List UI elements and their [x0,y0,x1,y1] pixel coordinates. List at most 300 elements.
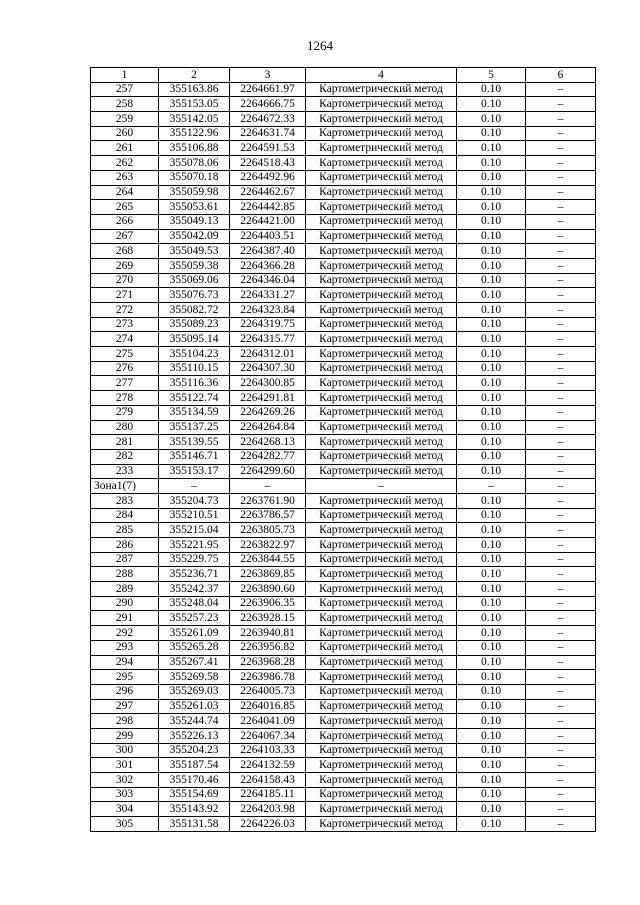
x-coordinate-cell: 355153.05 [159,97,230,112]
y-coordinate-cell: 2264203.98 [230,802,306,817]
table-row [91,288,596,303]
accuracy-cell: 0.10 [457,655,526,670]
x-coordinate-cell: 355154.69 [159,787,230,802]
header-row [91,68,596,83]
point-number-cell: 290 [91,596,159,611]
x-coordinate-cell: 355070.18 [159,170,230,185]
accuracy-cell: 0.10 [457,508,526,523]
x-coordinate-cell: 355122.96 [159,126,230,141]
point-number-cell: 257 [91,82,159,97]
method-cell: Картометрический метод [306,141,457,156]
accuracy-cell: 0.10 [457,112,526,127]
x-coordinate-cell: 355221.95 [159,538,230,553]
y-coordinate-cell: 2264226.03 [230,817,306,832]
method-cell: Картометрический метод [306,567,457,582]
page-number: 1264 [307,38,333,53]
point-number-cell: 269 [91,258,159,273]
table-row [91,435,596,450]
note-cell: – [526,126,596,141]
method-cell: Картометрический метод [306,273,457,288]
method-cell: Картометрический метод [306,200,457,215]
x-coordinate-cell: 355204.73 [159,493,230,508]
note-cell: – [526,376,596,391]
y-coordinate-cell: 2264264.84 [230,420,306,435]
note-cell: – [526,420,596,435]
y-coordinate-cell: 2264346.04 [230,273,306,288]
x-coordinate-cell: 355059.98 [159,185,230,200]
table-row [91,743,596,758]
x-coordinate-cell: 355089.23 [159,317,230,332]
note-cell: – [526,538,596,553]
y-coordinate-cell: 2264300.85 [230,376,306,391]
x-coordinate-cell: 355110.15 [159,361,230,376]
accuracy-cell: 0.10 [457,596,526,611]
table-row [91,523,596,538]
accuracy-cell: 0.10 [457,391,526,406]
point-number-cell: 263 [91,170,159,185]
method-cell: Картометрический метод [306,626,457,641]
y-coordinate-cell: 2264442.85 [230,200,306,215]
table-row [91,479,596,494]
note-cell: – [526,244,596,259]
method-cell: Картометрический метод [306,787,457,802]
coordinates-table [90,67,596,832]
note-cell: – [526,640,596,655]
note-cell: – [526,655,596,670]
y-coordinate-cell: 2264661.97 [230,82,306,97]
y-coordinate-cell: 2263822.97 [230,538,306,553]
note-cell: – [526,684,596,699]
accuracy-cell: 0.10 [457,464,526,479]
table-row [91,185,596,200]
x-coordinate-cell: 355163.86 [159,82,230,97]
x-coordinate-cell: 355226.13 [159,728,230,743]
point-number-cell: 258 [91,97,159,112]
table-row [91,817,596,832]
table-row [91,156,596,171]
method-cell: Картометрический метод [306,303,457,318]
y-coordinate-cell: 2264268.13 [230,435,306,450]
note-cell: – [526,156,596,171]
point-number-cell: 265 [91,200,159,215]
y-coordinate-cell: 2264269.26 [230,405,306,420]
point-number-cell: 276 [91,361,159,376]
accuracy-cell: 0.10 [457,670,526,685]
accuracy-cell: 0.10 [457,405,526,420]
method-cell: Картометрический метод [306,670,457,685]
y-coordinate-cell: 2263890.60 [230,582,306,597]
accuracy-cell: 0.10 [457,156,526,171]
x-coordinate-cell: 355116.36 [159,376,230,391]
x-coordinate-cell: 355269.58 [159,670,230,685]
note-cell: – [526,405,596,420]
x-coordinate-cell: 355261.03 [159,699,230,714]
x-coordinate-cell: 355242.37 [159,582,230,597]
x-coordinate-cell: 355187.54 [159,758,230,773]
note-cell: – [526,435,596,450]
accuracy-cell: 0.10 [457,787,526,802]
column-header: 2 [159,68,230,83]
y-coordinate-cell: 2264421.00 [230,214,306,229]
y-coordinate-cell: – [230,479,306,494]
point-number-cell: 288 [91,567,159,582]
y-coordinate-cell: 2264492.96 [230,170,306,185]
method-cell: Картометрический метод [306,728,457,743]
method-cell: Картометрический метод [306,582,457,597]
table-row [91,670,596,685]
note-cell: – [526,273,596,288]
accuracy-cell: 0.10 [457,449,526,464]
y-coordinate-cell: 2264312.01 [230,347,306,362]
accuracy-cell: 0.10 [457,728,526,743]
x-coordinate-cell: 355204.23 [159,743,230,758]
note-cell: – [526,141,596,156]
x-coordinate-cell: 355095.14 [159,332,230,347]
x-coordinate-cell: 355142.05 [159,112,230,127]
method-cell: Картометрический метод [306,714,457,729]
accuracy-cell: 0.10 [457,244,526,259]
point-number-cell: 289 [91,582,159,597]
x-coordinate-cell: 355122.74 [159,391,230,406]
point-number-cell: 286 [91,538,159,553]
x-coordinate-cell: 355261.09 [159,626,230,641]
y-coordinate-cell: 2264672.33 [230,112,306,127]
method-cell: Картометрический метод [306,126,457,141]
accuracy-cell: 0.10 [457,802,526,817]
accuracy-cell: 0.10 [457,523,526,538]
accuracy-cell: 0.10 [457,347,526,362]
note-cell: – [526,347,596,362]
table-row [91,214,596,229]
point-number-cell: 273 [91,317,159,332]
table-row [91,244,596,259]
point-number-cell: 261 [91,141,159,156]
method-cell: Картометрический метод [306,405,457,420]
x-coordinate-cell: 355134.59 [159,405,230,420]
table-row [91,376,596,391]
point-number-cell: 267 [91,229,159,244]
point-number-cell: 294 [91,655,159,670]
column-header: 6 [526,68,596,83]
table-row [91,728,596,743]
note-cell: – [526,699,596,714]
table-row [91,141,596,156]
point-number-cell: 275 [91,347,159,362]
y-coordinate-cell: 2264366.28 [230,258,306,273]
table-row [91,626,596,641]
column-header: 3 [230,68,306,83]
y-coordinate-cell: 2263869.85 [230,567,306,582]
method-cell: Картометрический метод [306,420,457,435]
method-cell: Картометрический метод [306,376,457,391]
point-number-cell: 283 [91,493,159,508]
point-number-cell: 302 [91,773,159,788]
method-cell: Картометрический метод [306,82,457,97]
x-coordinate-cell: 355139.55 [159,435,230,450]
x-coordinate-cell: 355053.61 [159,200,230,215]
y-coordinate-cell: 2264319.75 [230,317,306,332]
method-cell: Картометрический метод [306,611,457,626]
x-coordinate-cell: 355267.41 [159,655,230,670]
note-cell: – [526,743,596,758]
y-coordinate-cell: 2263968.28 [230,655,306,670]
table-row [91,802,596,817]
y-coordinate-cell: 2264299.60 [230,464,306,479]
method-cell: Картометрический метод [306,258,457,273]
x-coordinate-cell: 355069.06 [159,273,230,288]
y-coordinate-cell: 2263805.73 [230,523,306,538]
accuracy-cell: 0.10 [457,376,526,391]
point-number-cell: 272 [91,303,159,318]
point-number-cell: 287 [91,552,159,567]
y-coordinate-cell: 2263786.57 [230,508,306,523]
y-coordinate-cell: 2263844.55 [230,552,306,567]
accuracy-cell: 0.10 [457,714,526,729]
accuracy-cell: 0.10 [457,640,526,655]
y-coordinate-cell: 2264331.27 [230,288,306,303]
method-cell: Картометрический метод [306,288,457,303]
point-number-cell: 259 [91,112,159,127]
point-number-cell: 305 [91,817,159,832]
y-coordinate-cell: 2263940.81 [230,626,306,641]
note-cell: – [526,611,596,626]
x-coordinate-cell: 355146.71 [159,449,230,464]
method-cell: Картометрический метод [306,802,457,817]
method-cell: Картометрический метод [306,229,457,244]
x-coordinate-cell: 355215.04 [159,523,230,538]
y-coordinate-cell: 2264631.74 [230,126,306,141]
point-number-cell: Зона1(7) [91,479,159,494]
x-coordinate-cell: 355244.74 [159,714,230,729]
accuracy-cell: 0.10 [457,97,526,112]
table-row [91,405,596,420]
x-coordinate-cell: 355257.23 [159,611,230,626]
method-cell: Картометрический метод [306,112,457,127]
accuracy-cell: 0.10 [457,435,526,450]
x-coordinate-cell: 355248.04 [159,596,230,611]
point-number-cell: 281 [91,435,159,450]
accuracy-cell: 0.10 [457,273,526,288]
point-number-cell: 260 [91,126,159,141]
note-cell: – [526,773,596,788]
note-cell: – [526,464,596,479]
accuracy-cell: 0.10 [457,773,526,788]
note-cell: – [526,288,596,303]
table-row [91,582,596,597]
method-cell: Картометрический метод [306,214,457,229]
method-cell: Картометрический метод [306,552,457,567]
y-coordinate-cell: 2264185.11 [230,787,306,802]
point-number-cell: 297 [91,699,159,714]
point-number-cell: 271 [91,288,159,303]
note-cell: – [526,258,596,273]
table-row [91,640,596,655]
y-coordinate-cell: 2264462.67 [230,185,306,200]
accuracy-cell: 0.10 [457,699,526,714]
point-number-cell: 270 [91,273,159,288]
table-row [91,508,596,523]
x-coordinate-cell: 355229.75 [159,552,230,567]
point-number-cell: 291 [91,611,159,626]
table-row [91,317,596,332]
table-row [91,567,596,582]
accuracy-cell: 0.10 [457,288,526,303]
x-coordinate-cell: 355078.06 [159,156,230,171]
point-number-cell: 280 [91,420,159,435]
method-cell: Картометрический метод [306,391,457,406]
note-cell: – [526,97,596,112]
table-row [91,361,596,376]
point-number-cell: 284 [91,508,159,523]
note-cell: – [526,361,596,376]
accuracy-cell: 0.10 [457,200,526,215]
note-cell: – [526,170,596,185]
table-row [91,464,596,479]
x-coordinate-cell: – [159,479,230,494]
table-row [91,773,596,788]
accuracy-cell: 0.10 [457,229,526,244]
accuracy-cell: 0.10 [457,214,526,229]
table-row [91,332,596,347]
table-row [91,611,596,626]
accuracy-cell: 0.10 [457,303,526,318]
y-coordinate-cell: 2264291.81 [230,391,306,406]
table-row [91,449,596,464]
table-row [91,82,596,97]
note-cell: – [526,449,596,464]
table-row [91,596,596,611]
point-number-cell: 266 [91,214,159,229]
y-coordinate-cell: 2264591.53 [230,141,306,156]
y-coordinate-cell: 2264387.40 [230,244,306,259]
note-cell: – [526,728,596,743]
method-cell: Картометрический метод [306,743,457,758]
point-number-cell: 299 [91,728,159,743]
accuracy-cell: 0.10 [457,552,526,567]
x-coordinate-cell: 355049.13 [159,214,230,229]
accuracy-cell: 0.10 [457,361,526,376]
method-cell: Картометрический метод [306,699,457,714]
note-cell: – [526,303,596,318]
note-cell: – [526,317,596,332]
note-cell: – [526,82,596,97]
x-coordinate-cell: 355265.28 [159,640,230,655]
accuracy-cell: 0.10 [457,758,526,773]
method-cell: Картометрический метод [306,508,457,523]
table-row [91,229,596,244]
y-coordinate-cell: 2263928.15 [230,611,306,626]
method-cell: Картометрический метод [306,817,457,832]
x-coordinate-cell: 355104.23 [159,347,230,362]
y-coordinate-cell: 2264323.84 [230,303,306,318]
method-cell: Картометрический метод [306,185,457,200]
note-cell: – [526,596,596,611]
point-number-cell: 296 [91,684,159,699]
note-cell: – [526,523,596,538]
x-coordinate-cell: 355076.73 [159,288,230,303]
table-row [91,258,596,273]
y-coordinate-cell: 2263986.78 [230,670,306,685]
point-number-cell: 303 [91,787,159,802]
accuracy-cell: 0.10 [457,611,526,626]
method-cell: Картометрический метод [306,758,457,773]
accuracy-cell: 0.10 [457,567,526,582]
method-cell: Картометрический метод [306,435,457,450]
x-coordinate-cell: 355042.09 [159,229,230,244]
x-coordinate-cell: 355059.38 [159,258,230,273]
method-cell: Картометрический метод [306,97,457,112]
note-cell: – [526,714,596,729]
table-row [91,303,596,318]
method-cell: Картометрический метод [306,170,457,185]
accuracy-cell: 0.10 [457,317,526,332]
table-header [91,68,596,83]
accuracy-cell: 0.10 [457,817,526,832]
y-coordinate-cell: 2264307.30 [230,361,306,376]
method-cell: Картометрический метод [306,156,457,171]
note-cell: – [526,391,596,406]
table-row [91,493,596,508]
table-row [91,420,596,435]
point-number-cell: 295 [91,670,159,685]
method-cell: Картометрический метод [306,493,457,508]
table-row [91,347,596,362]
method-cell: Картометрический метод [306,773,457,788]
y-coordinate-cell: 2264103.33 [230,743,306,758]
table-row [91,391,596,406]
x-coordinate-cell: 355049.53 [159,244,230,259]
table-row [91,126,596,141]
table-row [91,655,596,670]
table-row [91,273,596,288]
method-cell: Картометрический метод [306,244,457,259]
y-coordinate-cell: 2264016.85 [230,699,306,714]
table-row [91,684,596,699]
note-cell: – [526,758,596,773]
x-coordinate-cell: 355153.17 [159,464,230,479]
accuracy-cell: 0.10 [457,170,526,185]
table-row [91,538,596,553]
note-cell: – [526,332,596,347]
point-number-cell: 233 [91,464,159,479]
accuracy-cell: 0.10 [457,185,526,200]
x-coordinate-cell: 355131.58 [159,817,230,832]
x-coordinate-cell: 355082.72 [159,303,230,318]
method-cell: Картометрический метод [306,655,457,670]
note-cell: – [526,626,596,641]
accuracy-cell: 0.10 [457,582,526,597]
point-number-cell: 301 [91,758,159,773]
accuracy-cell: 0.10 [457,82,526,97]
method-cell: Картометрический метод [306,640,457,655]
accuracy-cell: 0.10 [457,626,526,641]
accuracy-cell: 0.10 [457,141,526,156]
point-number-cell: 264 [91,185,159,200]
method-cell: – [306,479,457,494]
y-coordinate-cell: 2264041.09 [230,714,306,729]
note-cell: – [526,582,596,597]
accuracy-cell: 0.10 [457,420,526,435]
y-coordinate-cell: 2264132.59 [230,758,306,773]
point-number-cell: 292 [91,626,159,641]
method-cell: Картометрический метод [306,332,457,347]
y-coordinate-cell: 2264315.77 [230,332,306,347]
method-cell: Картометрический метод [306,464,457,479]
note-cell: – [526,112,596,127]
point-number-cell: 279 [91,405,159,420]
accuracy-cell: 0.10 [457,258,526,273]
x-coordinate-cell: 355269.03 [159,684,230,699]
